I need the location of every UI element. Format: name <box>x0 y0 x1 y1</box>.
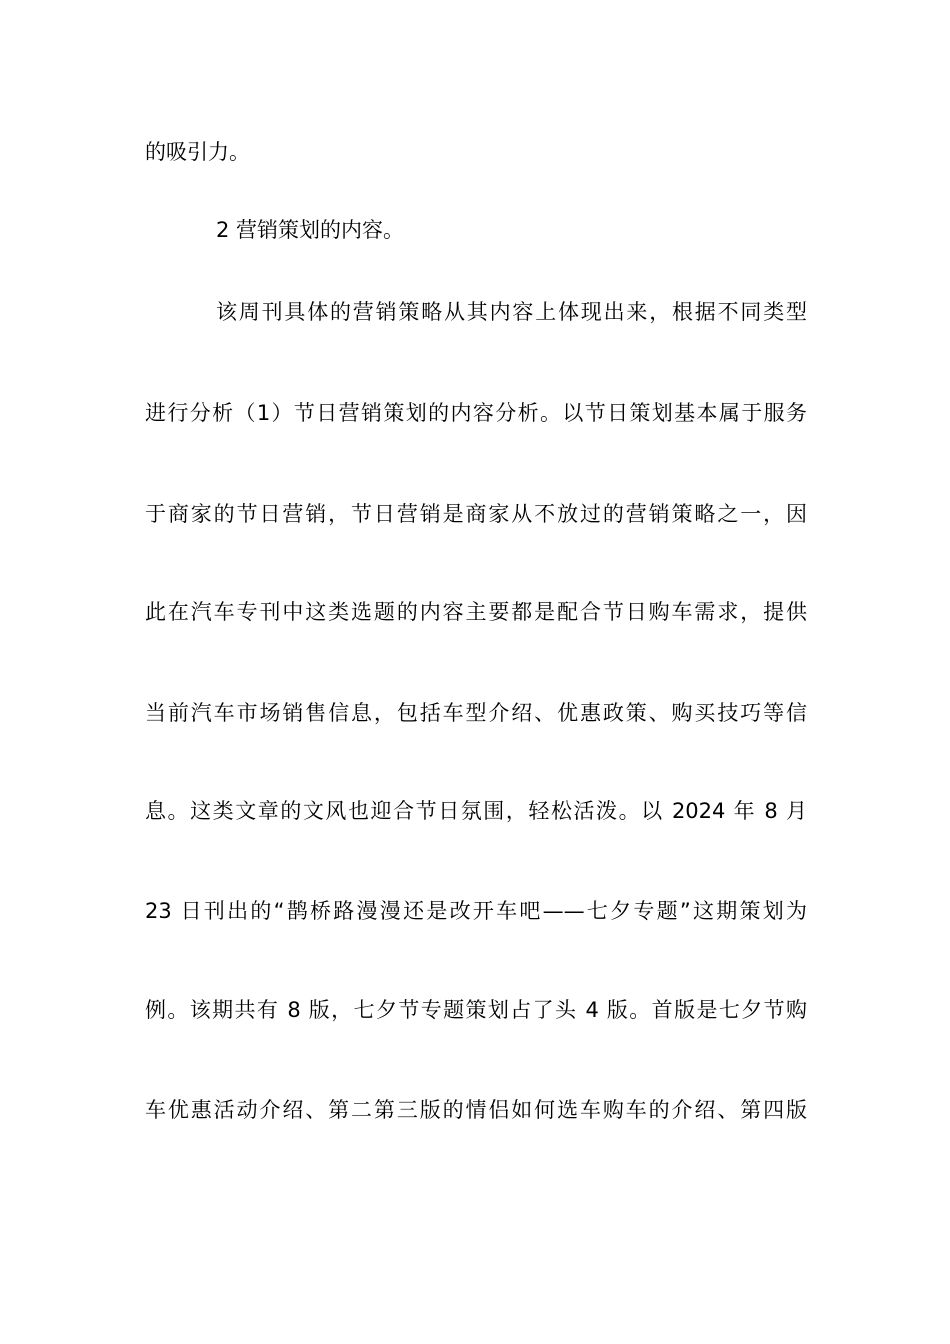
paragraph-line: 车优惠活动介绍、第二第三版的情侣如何选车购车的介绍、第四版 <box>145 1098 807 1122</box>
section-heading: 2 营销策划的内容。 <box>216 218 405 242</box>
paragraph-line: 进行分析（1）节日营销策划的内容分析。以节日策划基本属于服务 <box>145 401 807 425</box>
paragraph-line: 此在汽车专刊中这类选题的内容主要都是配合节日购车需求，提供 <box>145 600 807 624</box>
paragraph-line: 23 日刊出的“鹊桥路漫漫还是改开车吧——七夕专题”这期策划为 <box>145 899 807 923</box>
paragraph-line: 例。该期共有 8 版，七夕节专题策划占了头 4 版。首版是七夕节购 <box>145 998 807 1022</box>
paragraph-line: 当前汽车市场销售信息，包括车型介绍、优惠政策、购买技巧等信 <box>145 701 807 725</box>
paragraph-line: 的吸引力。 <box>145 140 250 164</box>
paragraph-line: 息。这类文章的文风也迎合节日氛围，轻松活泼。以 2024 年 8 月 <box>145 799 807 823</box>
paragraph-line: 于商家的节日营销，节日营销是商家从不放过的营销策略之一，因 <box>145 502 807 526</box>
paragraph-line: 该周刊具体的营销策略从其内容上体现出来，根据不同类型 <box>216 300 807 324</box>
